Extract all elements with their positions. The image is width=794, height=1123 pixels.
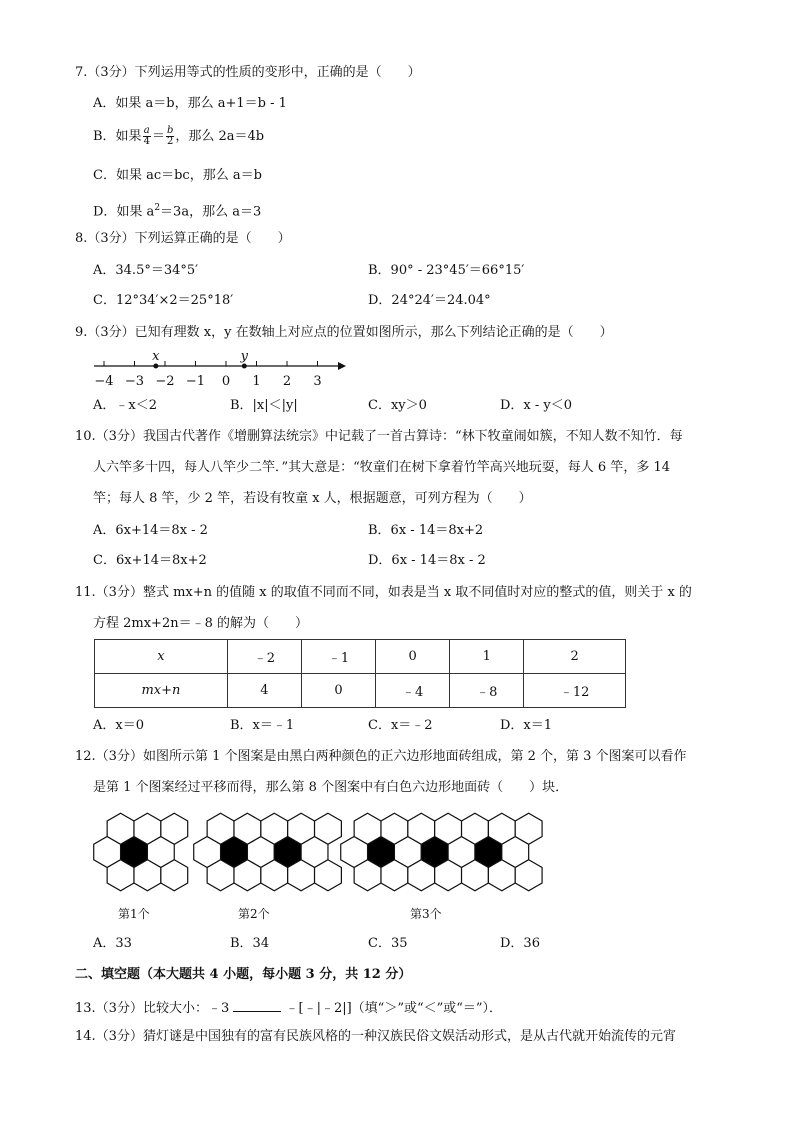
table-row <box>95 640 626 674</box>
section-heading-fill-blank: 二、填空题（本大题共 4 小题，每小题 3 分，共 12 分） <box>75 967 412 982</box>
q7-stem: 7.（3分）下列运用等式的性质的变形中，正确的是（ ） <box>75 65 421 80</box>
q12-option-a: A．33 <box>93 936 132 951</box>
q10-stem-line2: 人六竿多十四，每人八竿少二竿．”其大意是：“牧童们在树下拿着竹竿高兴地玩耍，每人 6 竿，多 14 <box>93 460 671 475</box>
caption-pattern-1: 第1个 <box>118 907 150 921</box>
q13-stem <box>75 997 502 1018</box>
q8-option-d: D．24°24′＝24.04° <box>368 293 491 308</box>
q7-option-d: D．如果 $a^2=3a$，那么 a＝3 <box>93 203 262 220</box>
number-line-point-x <box>153 364 158 369</box>
table-cell: 4 <box>227 674 301 708</box>
number-line-point-label-y: y <box>240 349 248 364</box>
q12-option-b: B．34 <box>230 936 270 951</box>
q13-answer-blank[interactable] <box>233 997 281 1012</box>
q8-option-c: C．12°34′×2＝25°18′ <box>93 293 234 308</box>
q11-option-b: B．x＝﹣1 <box>230 718 295 733</box>
table-cell: 0 <box>301 674 375 708</box>
q10-option-b: B．6x - 14＝8x+2 <box>368 523 484 538</box>
q12-option-c: C．35 <box>368 936 408 951</box>
q11-stem-line1: 11.（3分）整式 mx+n 的值随 x 的取值不同而不同，如表是当 x 取不同值时对应的整式的值，则关于 x 的 <box>75 585 692 600</box>
q9-stem: 9.（3分）已知有理数 x，y 在数轴上对应点的位置如图所示，那么下列结论正确的是（ ） <box>75 325 613 340</box>
q11-option-d: D．x＝1 <box>500 718 553 733</box>
q11-option-c: C．x＝﹣2 <box>368 718 433 733</box>
q12-stem-line1: 12.（3分）如图所示第 1 个图案是由黑白两种颜色的正六边形地面砖组成，第 2 个，第 3 个图案可以看作 <box>75 749 687 764</box>
q14-stem-line1: 14.（3分）猜灯谜是中国独有的富有民族风格的一种汉族民俗文娱活动形式，是从古代就开始流传的元宵 <box>75 1029 676 1044</box>
number-line-tick-label: 3 <box>313 374 322 389</box>
q9-option-a: A．﹣x＜2 <box>93 398 157 413</box>
q8-option-b: B．90° - 23°45′＝66°15′ <box>368 263 525 278</box>
q11-value-table <box>94 639 626 708</box>
q13-suffix: ﹣[﹣|﹣2|]（填“＞”或“＜”或“＝”）． <box>285 1001 503 1016</box>
caption-pattern-2: 第2个 <box>238 907 270 921</box>
q11-stem-line2: 方程 2mx+2n＝﹣8 的解为（ ） <box>93 616 309 631</box>
q9-option-d: D．x - y＜0 <box>500 398 573 413</box>
q10-option-a: A．6x+14＝8x - 2 <box>93 523 208 538</box>
q7-option-c: C．如果 ac＝bc，那么 a＝b <box>93 168 262 183</box>
number-line-point-label-x: x <box>152 349 160 364</box>
table-cell: 0 <box>376 640 450 674</box>
q7-option-b-prefix: B．如果 <box>93 129 142 144</box>
caption-pattern-3: 第3个 <box>410 907 442 921</box>
q11-option-a: A．x＝0 <box>93 718 144 733</box>
q12-option-d: D．36 <box>500 936 540 951</box>
number-line-tick-label: −1 <box>185 374 206 389</box>
number-line-figure <box>90 345 350 391</box>
table-cell: 2 <box>524 640 626 674</box>
q7-option-b-eq: ＝ <box>151 129 165 144</box>
q9-option-b: B．|x|＜|y| <box>230 398 298 413</box>
q10-stem-line3: 竿；每人 8 竿，少 2 竿，若设有牧童 x 人，根据题意，可列方程为（ ） <box>93 491 532 506</box>
number-line-tick-label: 0 <box>221 374 231 389</box>
q7-fraction-b-over-2: $\frac{b}{2}$ <box>166 125 174 147</box>
number-line-point-y <box>242 364 247 369</box>
q9-option-c: C．xy＞0 <box>368 398 427 413</box>
number-line-tick-label: −3 <box>124 374 145 389</box>
number-line-tick-label: 2 <box>282 374 292 389</box>
table-row <box>95 674 626 708</box>
hexagon-tile-patterns-figure <box>0 805 794 900</box>
table-cell: mx+n <box>95 674 228 708</box>
q12-stem-line2: 是第 1 个图案经过平移而得，那么第 8 个图案中有白色六边形地面砖（ ）块． <box>93 780 569 795</box>
table-cell: ﹣2 <box>227 640 301 674</box>
q10-option-c: C．6x+14＝8x+2 <box>93 553 207 568</box>
number-line-tick-label: −4 <box>94 374 114 389</box>
arrow-right-icon <box>338 362 346 370</box>
q10-stem-line1: 10.（3分）我国古代著作《增删算法统宗》中记载了一首古算诗：“林下牧童闹如簇，不知人数不知竹．每 <box>75 429 683 444</box>
table-cell: ﹣12 <box>524 674 626 708</box>
q7-option-a: A．如果 a＝b，那么 a+1＝b - 1 <box>93 96 287 111</box>
table-cell: 1 <box>450 640 524 674</box>
q7-option-b-suffix: ，那么 2a＝4b <box>175 129 265 144</box>
table-cell: x <box>95 640 228 674</box>
q7-option-b <box>93 126 264 147</box>
q8-stem: 8.（3分）下列运算正确的是（ ） <box>75 231 291 246</box>
q7-fraction-a-over-4: $\frac{a}{4}$ <box>143 125 150 147</box>
number-line-tick-label: −2 <box>155 374 175 389</box>
q10-option-d: D．6x - 14＝8x - 2 <box>368 553 486 568</box>
table-cell: ﹣1 <box>301 640 375 674</box>
table-cell: ﹣8 <box>450 674 524 708</box>
q8-option-a: A．34.5°＝34°5′ <box>93 263 199 278</box>
number-line-tick-label: 1 <box>252 374 261 389</box>
table-cell: ﹣4 <box>376 674 450 708</box>
q13-prefix: 13.（3分）比较大小：﹣3 <box>75 1001 230 1016</box>
